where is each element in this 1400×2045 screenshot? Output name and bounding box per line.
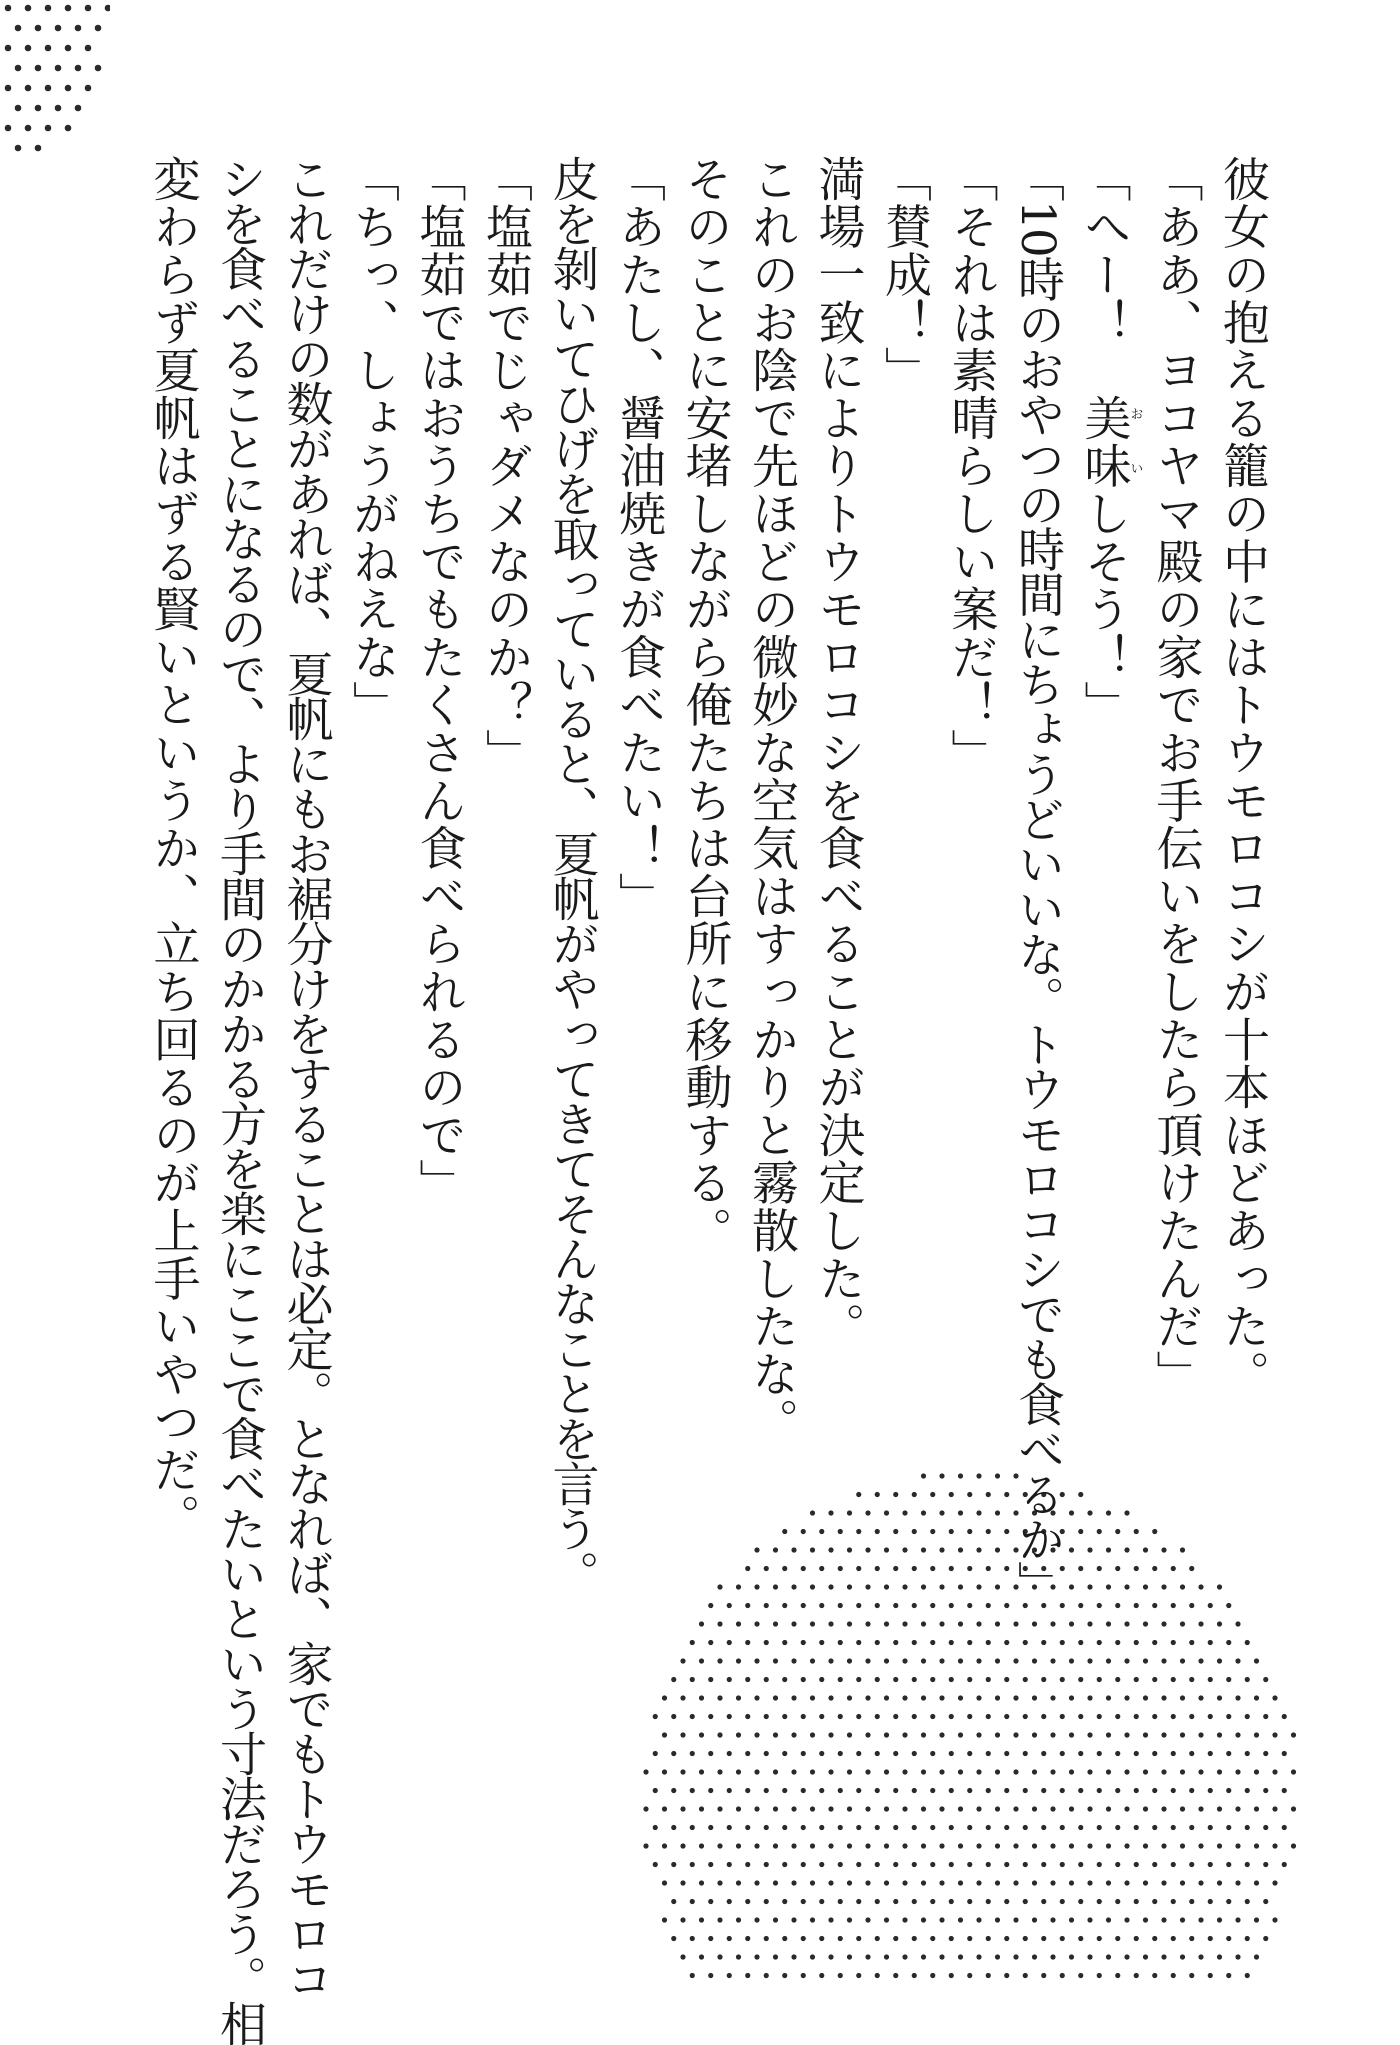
halftone-dot [1050,1954,1055,1959]
text-line: 彼女の抱える籠の中にはトウモロコシが十本ほどあった。 [1215,155,1270,1398]
halftone-dot [986,1973,991,1978]
halftone-dot [1134,1936,1139,1941]
halftone-dot [35,65,42,72]
halftone-dot [1282,1714,1287,1719]
text-line: 変わらず夏帆はずる賢いというか、立ち回るのが上手いやつだ。 [145,155,201,1542]
halftone-dot [5,5,12,12]
halftone-dot [55,105,62,112]
halftone-dot [1291,1843,1296,1848]
halftone-dot [1263,1936,1268,1941]
halftone-dot [1041,1936,1046,1941]
halftone-dot [1023,1973,1028,1978]
halftone-dot [5,125,12,132]
halftone-dot [55,25,62,32]
halftone-dot [45,85,52,92]
halftone-dot [1208,1936,1213,1941]
halftone-dot [1282,1862,1287,1867]
halftone-dot [105,5,110,12]
halftone-dot [727,1936,732,1941]
halftone-dot [967,1936,972,1941]
halftone-dot [15,25,22,32]
halftone-dot [819,1936,824,1941]
halftone-dot [1282,1825,1287,1830]
halftone-dot [1189,1936,1194,1941]
ruby-reading: おい [1127,394,1143,490]
halftone-dot [1115,1936,1120,1941]
ruby-word [1076,394,1143,490]
halftone-dot [912,1973,917,1978]
halftone-dot [1060,1973,1065,1978]
halftone-dot [856,1936,861,1941]
halftone-dot [838,1936,843,1941]
halftone-dot [1226,1936,1231,1941]
halftone-dot [893,1973,898,1978]
halftone-dot [1189,1973,1194,1978]
halftone-dot [810,1954,815,1959]
halftone-dot [699,1954,704,1959]
halftone-dot [930,1936,935,1941]
text-line: 「10時のおやつの時間にちょうどいいな。トウモロコシでも食べるか」 [1010,155,1065,1606]
halftone-dot [838,1973,843,1978]
halftone-dot [55,65,62,72]
halftone-dot [25,45,32,52]
halftone-dot [893,1936,898,1941]
halftone-dot [1171,1936,1176,1941]
halftone-dots-top-left [0,0,110,170]
halftone-dot [85,5,92,12]
halftone-dot [801,1936,806,1941]
halftone-dot [745,1936,750,1941]
text-line [1070,155,1142,1935]
halftone-dot [865,1954,870,1959]
halftone-dot [1245,1973,1250,1978]
halftone-dot [1115,1973,1120,1978]
halftone-dot [717,1954,722,1959]
halftone-dot [1291,1769,1296,1774]
halftone-dot [1282,1788,1287,1793]
text-line: これだけの数があれば、夏帆にもお裾分けをすることは必定。となれば、家でもトウモロコ [278,155,334,2000]
halftone-dot [5,45,12,52]
halftone-dot [1134,1973,1139,1978]
halftone-dot [65,125,72,132]
halftone-dot [912,1936,917,1941]
halftone-dot [85,45,92,52]
halftone-dot [25,5,32,12]
halftone-dot [995,1954,1000,1959]
text-line: 「塩茹でじゃダメなのか？」 [478,155,533,777]
halftone-dot [1152,1936,1157,1941]
halftone-dot [671,1936,676,1941]
halftone-dot [782,1973,787,1978]
halftone-dot [727,1973,732,1978]
halftone-dot [45,45,52,52]
halftone-dot [1143,1954,1148,1959]
halftone-dot [1023,1936,1028,1941]
text-line: 「ちっ、しょうがねえな」 [345,155,400,729]
text-line: 「あたし、醤油焼きが食べたい！」 [611,155,666,920]
halftone-dot [1013,1954,1018,1959]
halftone-dot [902,1954,907,1959]
halftone-dot [1078,1973,1083,1978]
halftone-dot [708,1973,713,1978]
halftone-dot [949,1973,954,1978]
halftone-dot [690,1973,695,1978]
text-line: 「ああ、ヨコヤマ殿の家でお手伝いをしたら頂けたんだ」 [1148,155,1204,1398]
halftone-dot [782,1936,787,1941]
text-fragment: しそう！」 [1076,489,1132,729]
halftone-dot [828,1954,833,1959]
halftone-dot [5,85,12,92]
halftone-dot [1254,1954,1259,1959]
halftone-dot [1078,1936,1083,1941]
ruby-base: 美味 [1076,394,1132,490]
halftone-dot [35,105,42,112]
halftone-dot [75,25,82,32]
halftone-dot [764,1936,769,1941]
halftone-dot [1152,1973,1157,1978]
halftone-dot [967,1973,972,1978]
halftone-dot [15,65,22,72]
halftone-dot [1032,1954,1037,1959]
halftone-dot [1226,1973,1231,1978]
text-line: 皮を剝いてひげを取っていると、夏帆がやってきてそんなことを言う。 [544,155,600,1595]
halftone-dot [1161,1954,1166,1959]
halftone-dot [1087,1954,1092,1959]
text-line: シを食べることになるので、より手間のかかる方を楽にここで食べたいという寸法だろう。相 [212,155,267,2045]
halftone-dot [1198,1954,1203,1959]
vertical-text-body [139,155,1275,2045]
halftone-dot [45,5,52,12]
halftone-dot [15,145,22,152]
halftone-dot [791,1954,796,1959]
text-line: 「塩茹ではおうちでもたくさん食べられるので」 [411,155,467,1207]
halftone-dot [35,25,42,32]
halftone-dot [754,1954,759,1959]
text-line: 「賛成！」 [877,155,932,394]
text-line: これのお陰で先ほどの微妙な空気はすっかりと霧散したな。 [744,155,799,1446]
halftone-dot [986,1936,991,1941]
halftone-dot [930,1973,935,1978]
halftone-dot [958,1954,963,1959]
halftone-dot [875,1936,880,1941]
halftone-dot [1171,1973,1176,1978]
halftone-dot [75,105,82,112]
halftone-dot [1291,1732,1296,1737]
halftone-dot [75,65,82,72]
halftone-dot [1235,1954,1240,1959]
halftone-dot [1208,1973,1213,1978]
halftone-dot [875,1973,880,1978]
text-line: そのことに安堵しながら俺たちは台所に移動する。 [677,155,733,1255]
halftone-dot [85,85,92,92]
halftone-dot [65,85,72,92]
halftone-dot [939,1954,944,1959]
halftone-dot [35,145,42,152]
halftone-dot [45,125,52,132]
halftone-dot [1004,1973,1009,1978]
halftone-dot [1004,1936,1009,1941]
halftone-dot [65,5,72,12]
halftone-dot [15,105,22,112]
halftone-dot [95,25,102,32]
halftone-dot [921,1954,926,1959]
halftone-dot [1041,1973,1046,1978]
halftone-dot [1060,1936,1065,1941]
halftone-dot [1180,1954,1185,1959]
halftone-dot [1106,1954,1111,1959]
halftone-dot [976,1954,981,1959]
halftone-dot [819,1973,824,1978]
halftone-dot [95,65,102,72]
halftone-dot [708,1936,713,1941]
halftone-dot [1097,1973,1102,1978]
halftone-dot [25,85,32,92]
halftone-dot [65,45,72,52]
halftone-dot [1124,1954,1129,1959]
halftone-dot [690,1936,695,1941]
halftone-dot [1291,1806,1296,1811]
text-line: 満場一致によりトウモロコシを食べることが決定した。 [810,155,866,1350]
halftone-dot [764,1973,769,1978]
halftone-dot [25,125,32,132]
halftone-dot [884,1954,889,1959]
halftone-dot [745,1973,750,1978]
halftone-dot [1245,1936,1250,1941]
halftone-dot [856,1973,861,1978]
text-line: 「それは素晴らしい案だ！」 [943,155,999,777]
halftone-dot [680,1954,685,1959]
halftone-dot [1282,1751,1287,1756]
halftone-dot [736,1954,741,1959]
text-fragment: 「へー！ [1076,155,1132,394]
halftone-dot [1217,1954,1222,1959]
halftone-dot [847,1954,852,1959]
halftone-dot [1097,1936,1102,1941]
halftone-dot [949,1936,954,1941]
halftone-dot [773,1954,778,1959]
halftone-dot [801,1973,806,1978]
halftone-dot [1069,1954,1074,1959]
